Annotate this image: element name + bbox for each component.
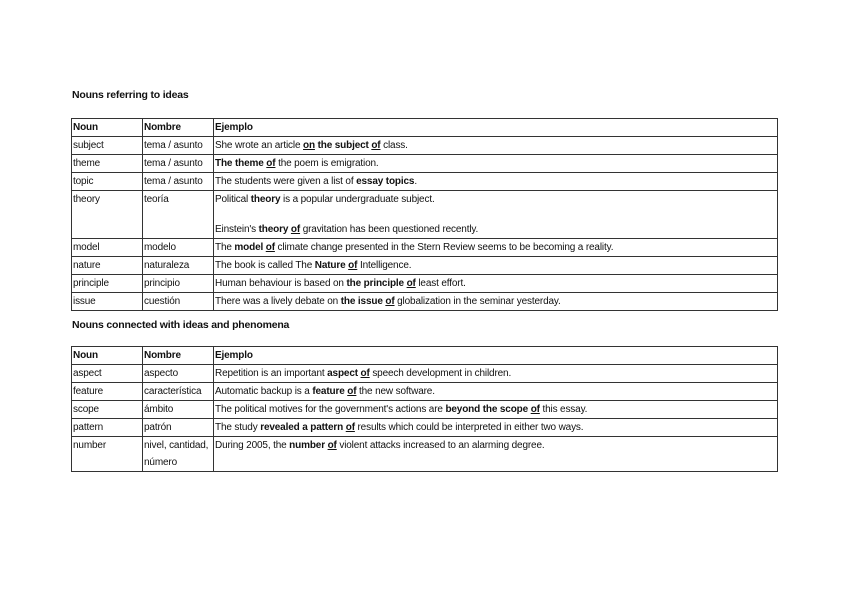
section-title: Nouns connected with ideas and phenomena [72, 319, 290, 331]
column-header: Noun [72, 119, 143, 137]
vocab-table-ideas [71, 118, 778, 311]
noun-cell: theme [72, 155, 143, 173]
noun-cell: subject [72, 137, 143, 155]
noun-cell: model [72, 239, 143, 257]
column-header: Noun [72, 347, 143, 365]
table-row [72, 419, 778, 437]
table-header-row [72, 119, 778, 137]
section-title: Nouns referring to ideas [72, 89, 189, 101]
vocab-table-phenomena [71, 346, 778, 472]
table-row [72, 275, 778, 293]
example-cell: She wrote an article on the subject of class. [214, 137, 778, 155]
column-header: Ejemplo [214, 347, 778, 365]
noun-cell: number [72, 437, 143, 472]
nombre-cell: naturaleza [143, 257, 214, 275]
noun-cell: aspect [72, 365, 143, 383]
noun-cell: scope [72, 401, 143, 419]
example-cell: Human behaviour is based on the principle of least effort. [214, 275, 778, 293]
nombre-cell: tema / asunto [143, 173, 214, 191]
table-row [72, 173, 778, 191]
table-row [72, 293, 778, 311]
nombre-cell: nivel, cantidad, número [143, 437, 214, 472]
table-row [72, 437, 778, 472]
noun-cell: issue [72, 293, 143, 311]
table-row [72, 401, 778, 419]
noun-cell: principle [72, 275, 143, 293]
nombre-cell: aspecto [143, 365, 214, 383]
nombre-cell: tema / asunto [143, 155, 214, 173]
column-header: Ejemplo [214, 119, 778, 137]
nombre-cell: característica [143, 383, 214, 401]
nombre-cell: tema / asunto [143, 137, 214, 155]
example-cell: The political motives for the government's actions are beyond the scope of this essay. [214, 401, 778, 419]
noun-cell: theory [72, 191, 143, 239]
example-cell: The book is called The Nature of Intelligence. [214, 257, 778, 275]
table-row [72, 155, 778, 173]
example-cell: The students were given a list of essay topics. [214, 173, 778, 191]
example-cell: There was a lively debate on the issue of globalization in the seminar yesterday. [214, 293, 778, 311]
nombre-cell: modelo [143, 239, 214, 257]
table-row [72, 191, 778, 239]
table-row [72, 365, 778, 383]
column-header: Nombre [143, 119, 214, 137]
example-cell: The study revealed a pattern of results which could be interpreted in either two ways. [214, 419, 778, 437]
table-row [72, 239, 778, 257]
table-row [72, 257, 778, 275]
nombre-cell: principio [143, 275, 214, 293]
nombre-cell: teoría [143, 191, 214, 239]
example-cell: The theme of the poem is emigration. [214, 155, 778, 173]
example-cell: Repetition is an important aspect of speech development in children. [214, 365, 778, 383]
table-row [72, 137, 778, 155]
nombre-cell: ámbito [143, 401, 214, 419]
column-header: Nombre [143, 347, 214, 365]
noun-cell: pattern [72, 419, 143, 437]
nombre-cell: cuestión [143, 293, 214, 311]
noun-cell: nature [72, 257, 143, 275]
example-cell: Automatic backup is a feature of the new software. [214, 383, 778, 401]
example-cell: The model of climate change presented in the Stern Review seems to be becoming a reality. [214, 239, 778, 257]
example-cell: Political theory is a popular undergraduate subject. Einstein's theory of gravitation has been questioned recently. [214, 191, 778, 239]
example-cell: During 2005, the number of violent attacks increased to an alarming degree. [214, 437, 778, 472]
table-row [72, 383, 778, 401]
noun-cell: topic [72, 173, 143, 191]
noun-cell: feature [72, 383, 143, 401]
table-header-row [72, 347, 778, 365]
nombre-cell: patrón [143, 419, 214, 437]
